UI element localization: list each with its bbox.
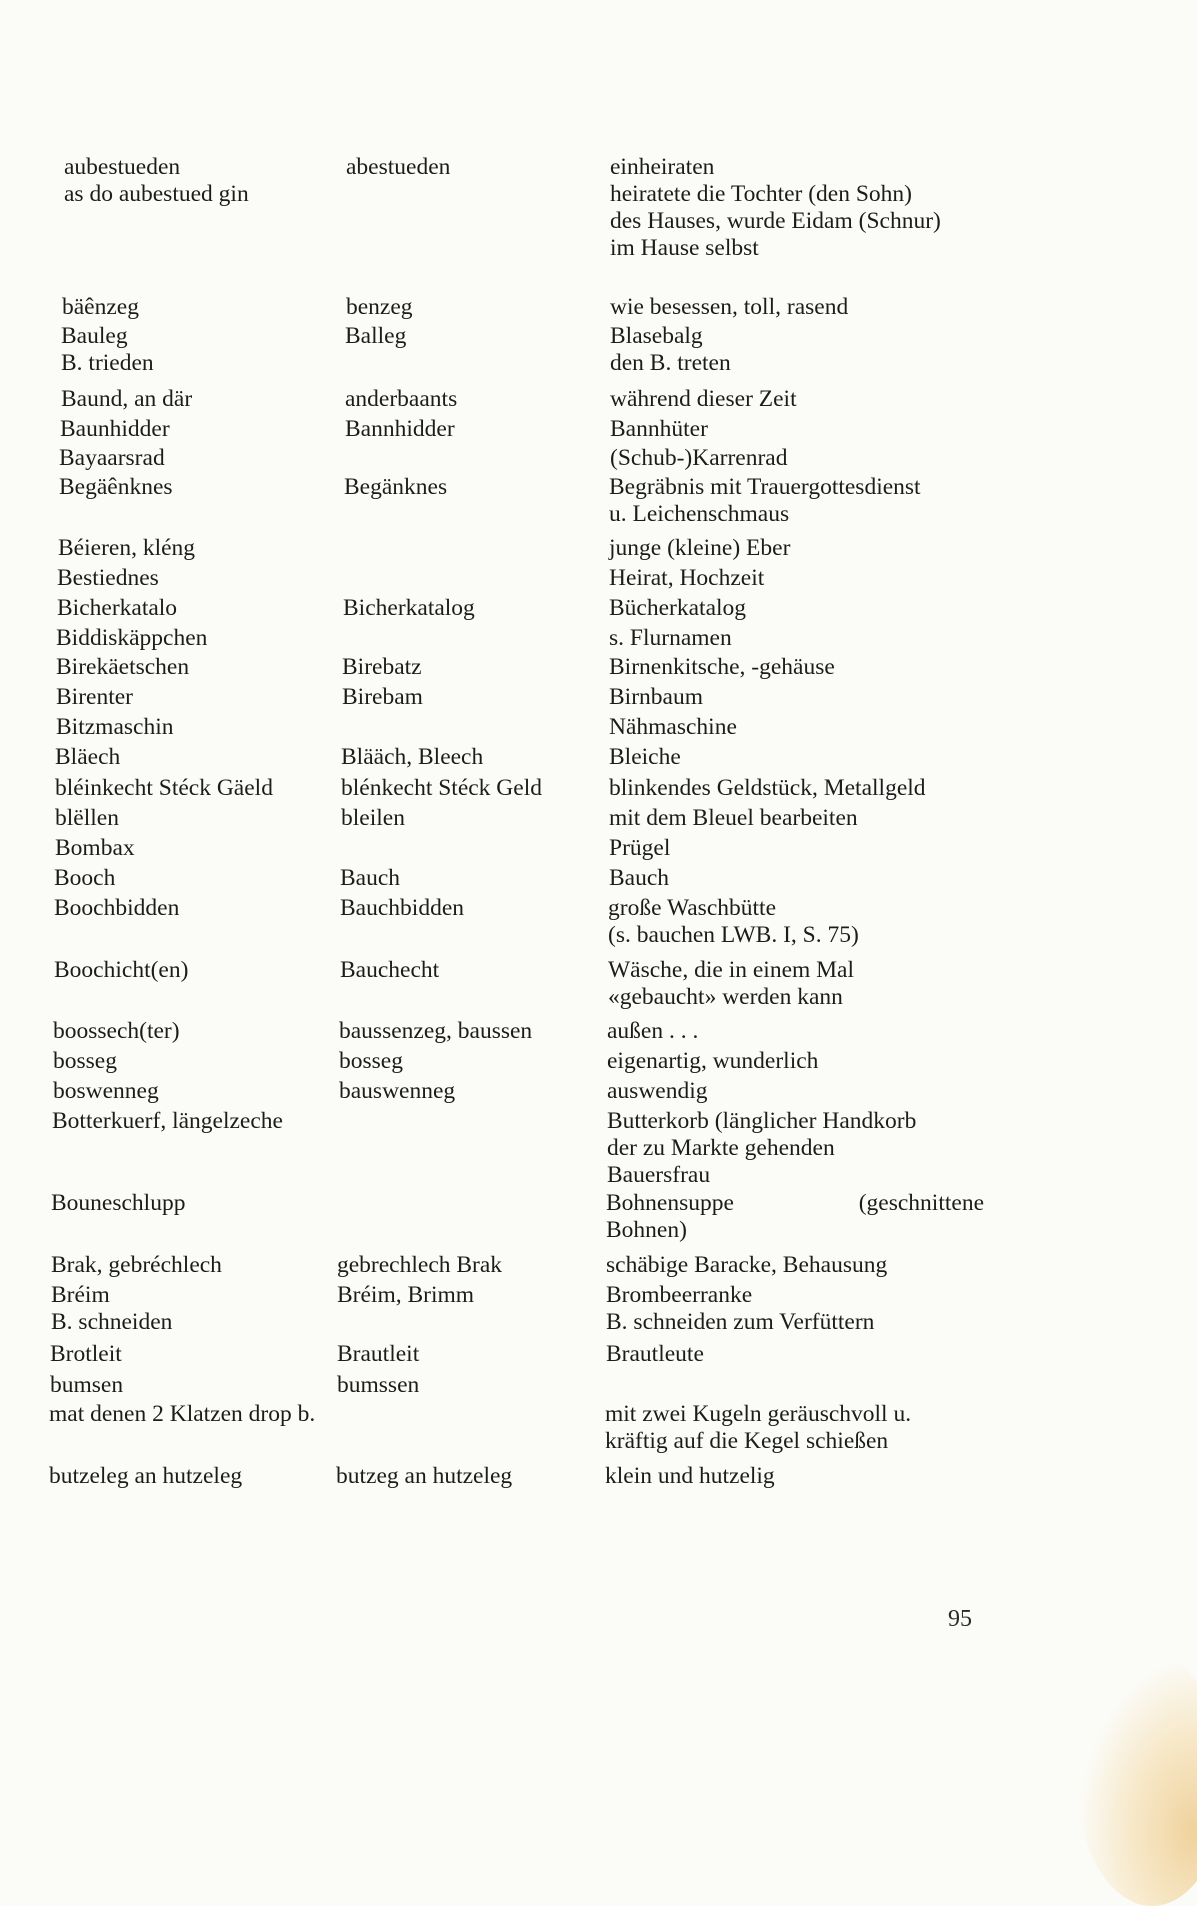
variant-term-line: abestueden bbox=[346, 154, 451, 180]
luxembourgish-term bbox=[54, 865, 115, 892]
variant-term-line: blénkecht Stéck Geld bbox=[341, 775, 542, 801]
german-meaning bbox=[608, 957, 1008, 1011]
german-meaning-line: eigenartig, wunderlich bbox=[607, 1048, 819, 1074]
german-meaning-line: schäbige Baracke, Behausung bbox=[606, 1252, 888, 1278]
luxembourgish-term-line: Biddiskäppchen bbox=[56, 625, 208, 651]
german-meaning-line: B. schneiden zum Verfüttern bbox=[606, 1309, 875, 1335]
luxembourgish-term-line: Bayaarsrad bbox=[59, 445, 165, 471]
luxembourgish-term-line: blëllen bbox=[55, 805, 119, 831]
variant-term bbox=[343, 595, 475, 622]
variant-term bbox=[337, 1341, 419, 1368]
german-meaning-line: «gebaucht» werden kann bbox=[608, 984, 843, 1010]
luxembourgish-term-line: Birenter bbox=[56, 684, 133, 710]
luxembourgish-term-line: butzeleg an hutzeleg bbox=[49, 1463, 243, 1489]
luxembourgish-term-line: Baunhidder bbox=[60, 416, 170, 442]
german-meaning bbox=[607, 1048, 1007, 1075]
german-meaning bbox=[607, 1078, 1007, 1105]
variant-term bbox=[344, 474, 447, 501]
luxembourgish-term bbox=[57, 595, 177, 622]
german-meaning bbox=[606, 1252, 1006, 1279]
luxembourgish-term-line: Bréim bbox=[51, 1282, 110, 1308]
luxembourgish-term-line: Bläech bbox=[55, 744, 121, 770]
luxembourgish-term-line: boossech(ter) bbox=[53, 1018, 180, 1044]
luxembourgish-term-line: Begäênknes bbox=[59, 474, 173, 500]
luxembourgish-term bbox=[50, 1341, 122, 1368]
luxembourgish-term-line: boswenneg bbox=[53, 1078, 159, 1104]
german-meaning bbox=[609, 775, 1009, 802]
variant-term bbox=[339, 1018, 532, 1045]
luxembourgish-term bbox=[54, 957, 188, 984]
variant-term bbox=[337, 1372, 419, 1399]
variant-term-line: Bicherkatalog bbox=[343, 595, 475, 621]
german-meaning-line: s. Flurnamen bbox=[609, 625, 732, 651]
variant-term-line: Birebatz bbox=[342, 654, 422, 680]
example-phrase: mat denen 2 Klatzen drop b. bbox=[49, 1401, 316, 1427]
german-meaning bbox=[610, 323, 1010, 377]
variant-term-line: Begänknes bbox=[344, 474, 448, 500]
luxembourgish-term-line: B. trieden bbox=[61, 350, 154, 376]
luxembourgish-term-line: Booch bbox=[54, 865, 116, 891]
luxembourgish-term-line: aubestueden bbox=[64, 154, 181, 180]
paper-stain bbox=[1077, 1656, 1197, 1906]
german-meaning bbox=[609, 654, 1009, 681]
variant-term bbox=[339, 1078, 455, 1105]
luxembourgish-term bbox=[55, 744, 120, 771]
luxembourgish-term bbox=[50, 1372, 123, 1399]
german-meaning-line: (s. bauchen LWB. I, S. 75) bbox=[608, 922, 859, 948]
german-meaning-line: Bücherkatalog bbox=[609, 595, 747, 621]
variant-term-line: Balleg bbox=[345, 323, 407, 349]
german-meaning bbox=[608, 895, 1008, 949]
luxembourgish-term-line: bléinkecht Stéck Gäeld bbox=[55, 775, 273, 801]
luxembourgish-term bbox=[55, 775, 273, 802]
german-meaning bbox=[606, 1341, 1006, 1368]
variant-term-line: baussenzeg, baussen bbox=[339, 1018, 533, 1044]
luxembourgish-term-line: as do aubestued gin bbox=[64, 181, 249, 207]
german-meaning-line: einheiraten bbox=[610, 154, 715, 180]
german-meaning bbox=[609, 535, 1009, 562]
luxembourgish-term-line: Bauleg bbox=[61, 323, 128, 349]
variant-term bbox=[340, 865, 400, 892]
german-meaning-line: Nähmaschine bbox=[609, 714, 737, 740]
variant-term-line: bumssen bbox=[337, 1372, 420, 1398]
variant-term-line: Bréim, Brimm bbox=[337, 1282, 475, 1308]
luxembourgish-term bbox=[56, 684, 133, 711]
german-meaning bbox=[609, 744, 1009, 771]
german-meaning bbox=[610, 154, 1010, 262]
variant-term-line: Bannhidder bbox=[345, 416, 455, 442]
german-meaning-line: kräftig auf die Kegel schießen bbox=[605, 1428, 889, 1454]
german-meaning bbox=[606, 1190, 1006, 1244]
luxembourgish-term-line: Béieren, kléng bbox=[58, 535, 196, 561]
variant-term bbox=[341, 744, 483, 771]
luxembourgish-term-line: B. schneiden bbox=[51, 1309, 173, 1335]
luxembourgish-term-line: Bombax bbox=[55, 835, 135, 861]
variant-term-line: Bauch bbox=[340, 865, 401, 891]
variant-term bbox=[341, 775, 542, 802]
luxembourgish-term bbox=[62, 294, 139, 321]
variant-term-line: butzeg an hutzeleg bbox=[336, 1463, 513, 1489]
variant-term-line: bosseg bbox=[339, 1048, 403, 1074]
variant-term-line: anderbaants bbox=[345, 386, 458, 412]
luxembourgish-term bbox=[56, 714, 173, 741]
german-meaning-line: der zu Markte gehenden bbox=[607, 1135, 835, 1161]
luxembourgish-term bbox=[56, 625, 207, 652]
german-meaning-line: Blasebalg bbox=[610, 323, 703, 349]
german-meaning-line: im Hause selbst bbox=[610, 235, 759, 261]
german-meaning-line: Wäsche, die in einem Mal bbox=[608, 957, 855, 983]
german-meaning bbox=[610, 294, 1010, 321]
variant-term bbox=[345, 386, 457, 413]
german-meaning-line: außen . . . bbox=[607, 1018, 699, 1044]
variant-term bbox=[342, 684, 423, 711]
luxembourgish-term bbox=[57, 565, 159, 592]
german-meaning bbox=[605, 1463, 1005, 1490]
german-meaning-line: junge (kleine) Eber bbox=[609, 535, 791, 561]
german-meaning bbox=[605, 1401, 1005, 1455]
german-meaning-line: des Hauses, wurde Eidam (Schnur) bbox=[610, 208, 941, 234]
variant-term-line: Brautleit bbox=[337, 1341, 420, 1367]
variant-term-line: Bauchecht bbox=[340, 957, 440, 983]
luxembourgish-term-line: Boochicht(en) bbox=[54, 957, 189, 983]
luxembourgish-term-line: Baund, an där bbox=[61, 386, 193, 412]
german-meaning bbox=[607, 1018, 1007, 1045]
luxembourgish-term bbox=[49, 1463, 242, 1490]
german-meaning-line: Bohnensuppe (geschnittene bbox=[606, 1190, 984, 1216]
variant-term bbox=[345, 416, 455, 443]
luxembourgish-term-line: Bicherkatalo bbox=[57, 595, 178, 621]
luxembourgish-term-line: Botterkuerf, längelzeche bbox=[52, 1108, 283, 1134]
german-meaning-line: Butterkorb (länglicher Handkorb bbox=[607, 1108, 917, 1134]
variant-term bbox=[340, 957, 439, 984]
german-meaning bbox=[609, 835, 1009, 862]
luxembourgish-term bbox=[60, 416, 170, 443]
luxembourgish-term-line: bäênzeg bbox=[62, 294, 139, 320]
luxembourgish-term-line: bosseg bbox=[53, 1048, 117, 1074]
german-meaning-line: Bauersfrau bbox=[607, 1162, 711, 1188]
german-meaning bbox=[609, 684, 1009, 711]
german-meaning-line: Bleiche bbox=[609, 744, 681, 770]
german-meaning-line: (Schub-)Karrenrad bbox=[610, 445, 788, 471]
luxembourgish-term bbox=[54, 895, 179, 922]
variant-term bbox=[337, 1282, 474, 1309]
luxembourgish-term-line: Brak, gebréchlech bbox=[51, 1252, 222, 1278]
german-meaning-line: heiratete die Tochter (den Sohn) bbox=[610, 181, 913, 207]
luxembourgish-term bbox=[53, 1048, 117, 1075]
german-meaning bbox=[610, 445, 1010, 472]
variant-term bbox=[336, 1463, 512, 1490]
german-meaning-line: Birnenkitsche, -gehäuse bbox=[609, 654, 835, 680]
luxembourgish-term bbox=[53, 1078, 159, 1105]
german-meaning-line: mit zwei Kugeln geräuschvoll u. bbox=[605, 1401, 912, 1427]
luxembourgish-term bbox=[51, 1282, 172, 1336]
german-meaning bbox=[610, 416, 1010, 443]
luxembourgish-term bbox=[51, 1190, 185, 1217]
variant-term-line: Birebam bbox=[342, 684, 423, 710]
luxembourgish-term bbox=[52, 1108, 283, 1135]
luxembourgish-term bbox=[61, 386, 192, 413]
luxembourgish-term-line: Bitzmaschin bbox=[56, 714, 174, 740]
variant-term-line: gebrechlech Brak bbox=[337, 1252, 503, 1278]
german-meaning bbox=[609, 565, 1009, 592]
variant-term-line: benzeg bbox=[346, 294, 413, 320]
german-meaning bbox=[606, 1282, 1006, 1336]
luxembourgish-term-line: bumsen bbox=[50, 1372, 124, 1398]
variant-term-line: Blääch, Bleech bbox=[341, 744, 484, 770]
luxembourgish-term bbox=[58, 535, 195, 562]
luxembourgish-term-line: Bouneschlupp bbox=[51, 1190, 186, 1216]
variant-term bbox=[345, 323, 406, 350]
variant-term bbox=[346, 154, 450, 181]
luxembourgish-term-line: Brotleit bbox=[50, 1341, 122, 1367]
german-meaning-line: Bohnen) bbox=[606, 1217, 687, 1243]
german-meaning-line: Bannhüter bbox=[610, 416, 708, 442]
german-meaning-line: Birnbaum bbox=[609, 684, 703, 710]
variant-term bbox=[342, 654, 422, 681]
german-meaning bbox=[609, 474, 1009, 528]
luxembourgish-term-line: Bestiednes bbox=[57, 565, 159, 591]
german-meaning-line: Begräbnis mit Trauergottesdienst bbox=[609, 474, 921, 500]
luxembourgish-term bbox=[61, 323, 154, 377]
german-meaning-line: Brautleute bbox=[606, 1341, 704, 1367]
luxembourgish-term bbox=[53, 1018, 180, 1045]
german-meaning-line: große Waschbütte bbox=[608, 895, 776, 921]
luxembourgish-term-line: Boochbidden bbox=[54, 895, 180, 921]
luxembourgish-term bbox=[55, 835, 135, 862]
german-meaning bbox=[609, 805, 1009, 832]
variant-term bbox=[341, 805, 405, 832]
german-meaning-line: blinkendes Geldstück, Metallgeld bbox=[609, 775, 926, 801]
german-meaning bbox=[610, 386, 1010, 413]
luxembourgish-term bbox=[55, 805, 119, 832]
german-meaning-line: klein und hutzelig bbox=[605, 1463, 775, 1489]
german-meaning bbox=[607, 1108, 1007, 1189]
luxembourgish-term bbox=[56, 654, 189, 681]
luxembourgish-term bbox=[59, 445, 165, 472]
german-meaning-line: mit dem Bleuel bearbeiten bbox=[609, 805, 858, 831]
german-meaning bbox=[609, 714, 1009, 741]
luxembourgish-term bbox=[51, 1252, 222, 1279]
variant-term bbox=[339, 1048, 403, 1075]
variant-term-line: Bauchbidden bbox=[340, 895, 464, 921]
german-meaning-line: wie besessen, toll, rasend bbox=[610, 294, 849, 320]
variant-term-line: bauswenneg bbox=[339, 1078, 456, 1104]
variant-term bbox=[346, 294, 413, 321]
page-number: 95 bbox=[948, 1606, 972, 1632]
german-meaning-line: während dieser Zeit bbox=[610, 386, 797, 412]
german-meaning-line: Heirat, Hochzeit bbox=[609, 565, 765, 591]
variant-term bbox=[337, 1252, 502, 1279]
german-meaning-line: den B. treten bbox=[610, 350, 731, 376]
variant-term-line: bleilen bbox=[341, 805, 405, 831]
german-meaning bbox=[609, 865, 1009, 892]
german-meaning-line: Brombeerranke bbox=[606, 1282, 753, 1308]
german-meaning-line: u. Leichenschmaus bbox=[609, 501, 790, 527]
german-meaning bbox=[609, 625, 1009, 652]
luxembourgish-term bbox=[59, 474, 173, 501]
luxembourgish-term-line: Birekäetschen bbox=[56, 654, 190, 680]
german-meaning-line: auswendig bbox=[607, 1078, 708, 1104]
german-meaning-line: Bauch bbox=[609, 865, 670, 891]
german-meaning bbox=[609, 595, 1009, 622]
variant-term bbox=[340, 895, 464, 922]
luxembourgish-term bbox=[64, 154, 249, 208]
german-meaning-line: Prügel bbox=[609, 835, 671, 861]
